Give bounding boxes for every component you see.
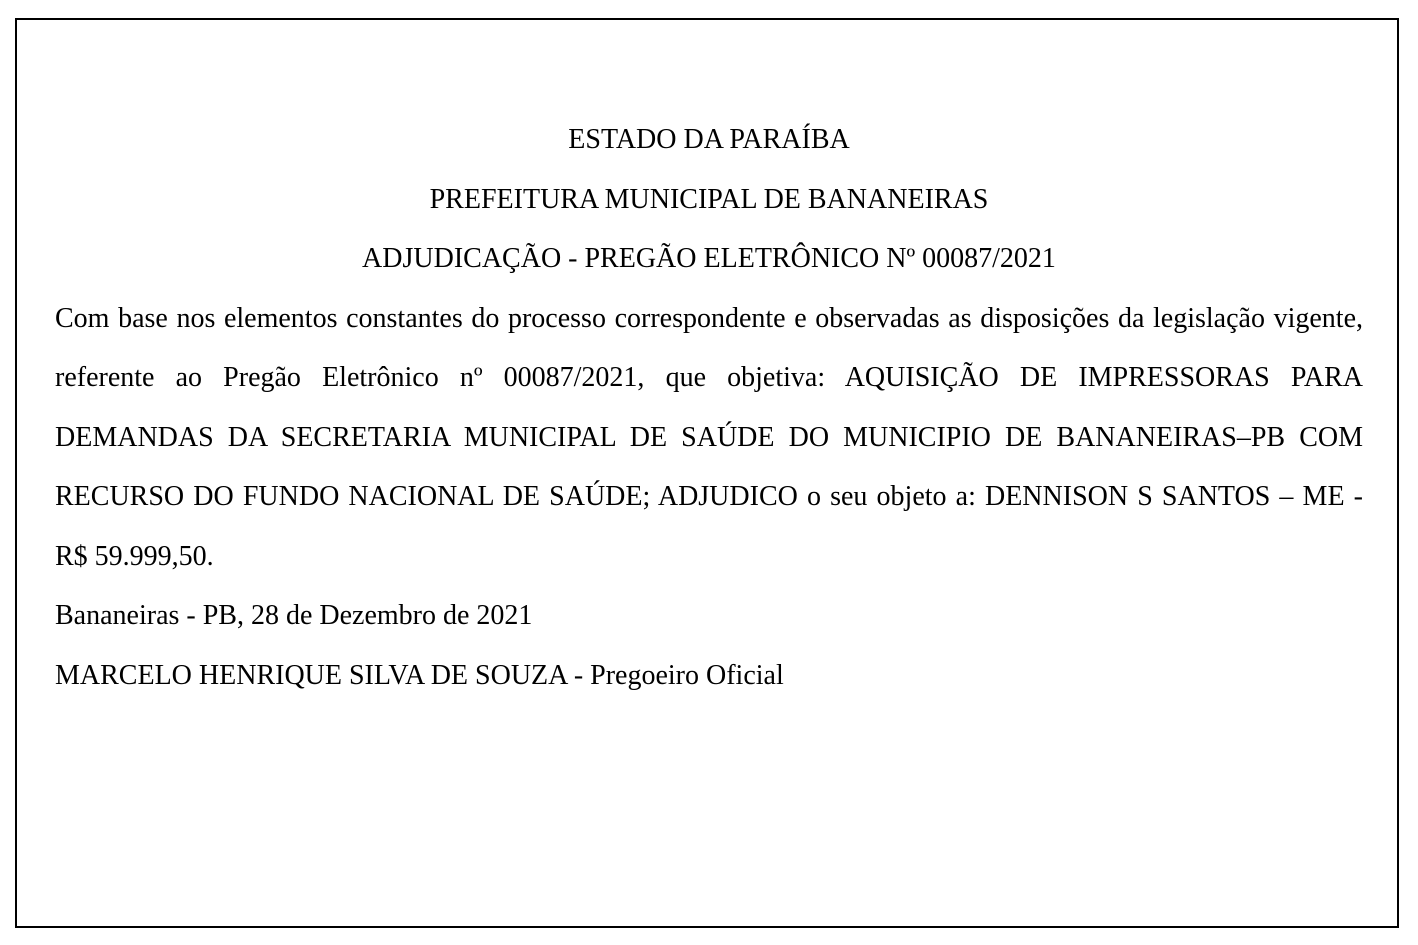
notice-title: ADJUDICAÇÃO - PREGÃO ELETRÔNICO Nº 00087/2021 [362, 243, 1056, 274]
adjudication-paragraph: Com base nos elementos constantes do processo correspondente e observadas as disposições da legislação vigente, referente ao Pregão Eletrônico nº 00087/2021, que objetiva: AQUISIÇÃO DE IMPRESSORAS PARA DEMANDAS DA SECRETARIA MUNICIPAL DE SAÚDE DO MUNICIPIO DE BANANEIRAS–PB COM RECURSO DO FUNDO NACIONAL DE SAÚDE; ADJUDICO o seu objeto a: DENNISON S SANTOS – ME - R$ 59.999,50. [55, 302, 1363, 572]
document-content [55, 110, 1363, 705]
municipality-heading: PREFEITURA MUNICIPAL DE BANANEIRAS [429, 183, 989, 215]
state-heading: ESTADO DA PARAÍBA [568, 124, 850, 155]
signatory: MARCELO HENRIQUE SILVA DE SOUZA - Pregoeiro Oficial [55, 659, 784, 691]
place-date: Bananeiras - PB, 28 de Dezembro de 2021 [55, 600, 533, 631]
